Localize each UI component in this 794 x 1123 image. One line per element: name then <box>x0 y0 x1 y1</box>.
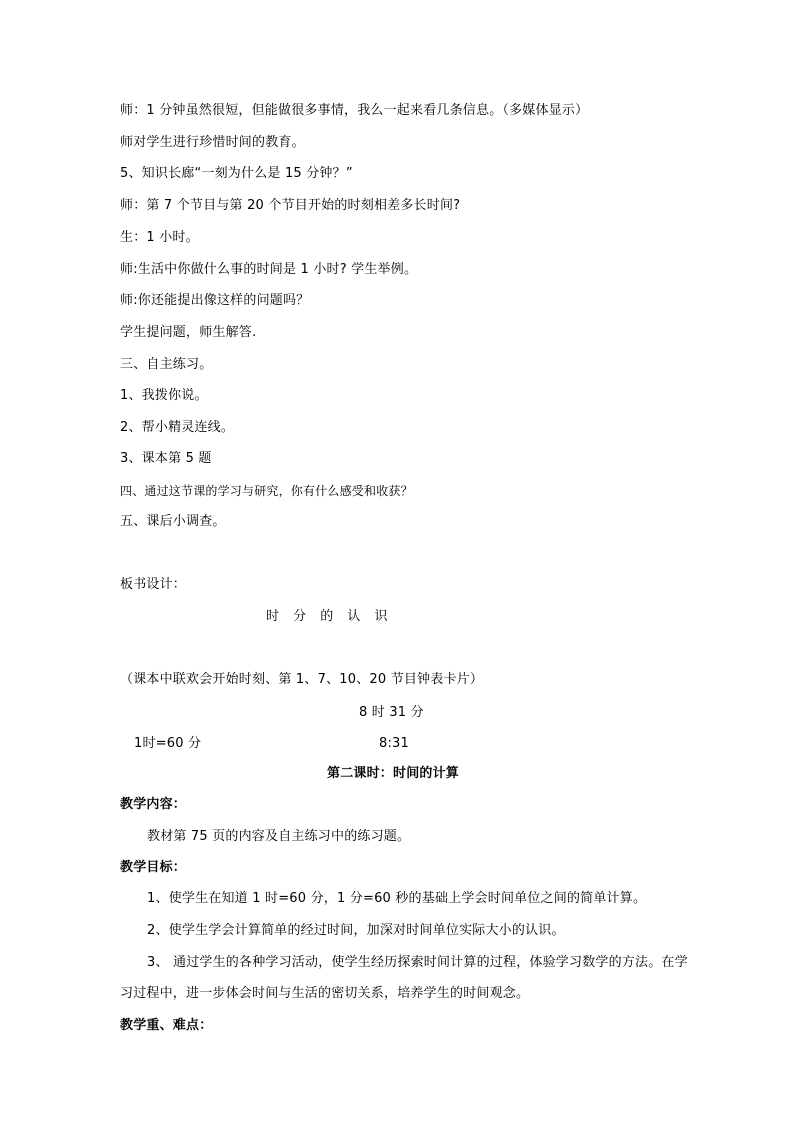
section-self-practice: 三、自主练习。 <box>120 357 213 372</box>
board-hour-equals: 1时=60 分 <box>134 736 202 751</box>
section-reflection: 四、通过这节课的学习与研究，你有什么感受和收获？ <box>120 484 413 498</box>
teaching-content-label: 教学内容： <box>120 797 187 812</box>
teaching-goal-1: 1、使学生在知道 1 时=60 分，1 分=60 秒的基础上学会时间单位之间的简单计算。 <box>147 891 647 906</box>
paragraph-teacher-one-minute: 师：1 分钟虽然很短，但能做很多事情，我么一起来看几条信息。（多媒体显示） <box>120 103 589 118</box>
teaching-goal-2: 2、使学生学会计算简单的经过时间，加深对时间单位实际大小的认识。 <box>147 923 565 938</box>
paragraph-teacher-more-questions: 师:你还能提出像这样的问题吗？ <box>120 293 310 308</box>
teaching-content-text: 教材第 75 页的内容及自主练习中的练习题。 <box>147 829 411 844</box>
board-title: 时 分 的 认 识 <box>266 609 393 624</box>
paragraph-cherish-time: 师对学生进行珍惜时间的教育。 <box>120 135 305 150</box>
board-time-digital: 8:31 <box>379 736 409 751</box>
paragraph-teacher-one-hour: 师:生活中你做什么事的时间是 1 小时? 学生举例。 <box>120 262 418 277</box>
exercise-item-2: 2、帮小精灵连线。 <box>120 420 235 435</box>
lesson2-heading: 第二课时：时间的计算 <box>327 766 460 781</box>
board-time-text: 8 时 31 分 <box>359 705 424 720</box>
paragraph-student-answer: 生：1 小时。 <box>120 230 199 245</box>
exercise-item-3: 3、课本第 5 题 <box>120 451 212 466</box>
paragraph-students-ask: 学生提问题，师生解答. <box>120 325 257 340</box>
exercise-item-1: 1、我拨你说。 <box>120 388 208 403</box>
key-points-label: 教学重、难点： <box>120 1018 213 1033</box>
board-cards-note: （课本中联欢会开始时刻、第 1、7、10、20 节目钟表卡片） <box>120 672 484 687</box>
teaching-goal-3-line-1: 3、 通过学生的各种学习活动，使学生经历探索时间计算的过程，体验学习数学的方法。在学 <box>147 955 688 970</box>
teaching-goals-label: 教学目标： <box>120 860 187 875</box>
paragraph-knowledge-corridor: 5、知识长廊“一刻为什么是 15 分钟？” <box>120 166 353 181</box>
section-after-class-survey: 五、课后小调查。 <box>120 514 226 529</box>
paragraph-teacher-question-7-20: 师：第 7 个节目与第 20 个节目开始的时刻相差多长时间? <box>120 198 461 213</box>
teaching-goal-3-line-2: 习过程中，进一步体会时间与生活的密切关系，培养学生的时间观念。 <box>120 986 530 1001</box>
board-design-label: 板书设计： <box>120 577 187 592</box>
